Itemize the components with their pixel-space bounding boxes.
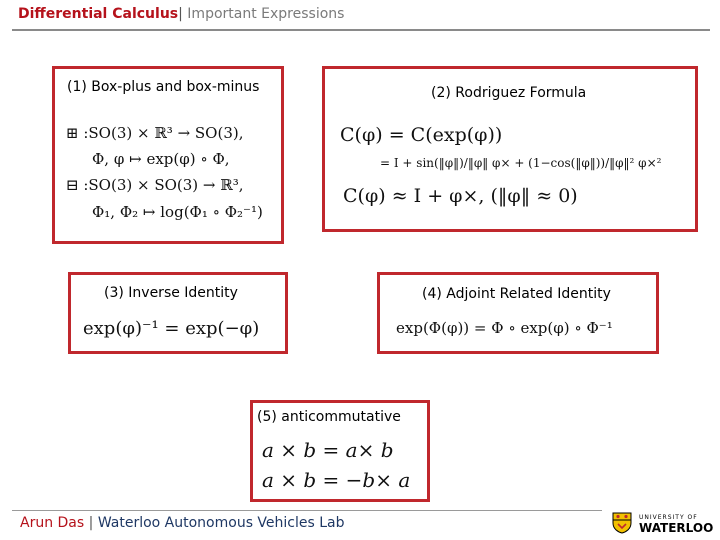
anticommutative-line-1: a × b = a× b (262, 438, 394, 462)
box-minus-line-1: ⊟ :SO(3) × SO(3) → ℝ³, (66, 176, 244, 194)
shield-icon (612, 512, 632, 534)
box-minus-line-2: Φ₁, Φ₂ ↦ log(Φ₁ ∘ Φ₂⁻¹) (92, 203, 263, 221)
rodriguez-caption: (2) Rodriguez Formula (431, 85, 587, 101)
logo-top-text: UNIVERSITY OF (639, 514, 698, 521)
anticommutative-caption: (5) anticommutative (257, 409, 401, 425)
box-plus-line-1: ⊞ :SO(3) × ℝ³ → SO(3), (66, 124, 244, 142)
box-plus-caption: (1) Box-plus and box-minus (67, 79, 260, 95)
rodriguez-line-3: C(φ) ≈ I + φ×, (‖φ‖ ≈ 0) (343, 185, 578, 207)
adjoint-panel (377, 272, 659, 354)
title-subtitle: Important Expressions (187, 6, 345, 22)
rodriguez-line-2: = I + sin(‖φ‖)/‖φ‖ φ× + (1−cos(‖φ‖))/‖φ‖² φ×² (380, 156, 662, 170)
footer-separator: | (88, 515, 94, 531)
footer-lab: Waterloo Autonomous Vehicles Lab (97, 515, 345, 531)
slide-title (18, 6, 344, 22)
footer-divider (12, 510, 602, 511)
adjoint-line-1: exp(Φ(φ)) = Φ ∘ exp(φ) ∘ Φ⁻¹ (396, 319, 613, 337)
footer-author: Arun Das (20, 515, 85, 531)
inverse-caption: (3) Inverse Identity (104, 285, 238, 301)
university-logo (612, 510, 712, 536)
anticommutative-line-2: a × b = −b× a (262, 468, 411, 492)
inverse-line-1: exp(φ)⁻¹ = exp(−φ) (83, 318, 260, 339)
title-separator: | (178, 6, 183, 22)
footer (20, 515, 345, 531)
box-plus-line-2: Φ, φ ↦ exp(φ) ∘ Φ, (92, 150, 230, 168)
title-divider (12, 29, 710, 31)
logo-main-text: WATERLOO (639, 521, 714, 535)
adjoint-caption: (4) Adjoint Related Identity (422, 286, 611, 302)
rodriguez-line-1: C(φ) = C(exp(φ)) (340, 124, 503, 146)
title-main: Differential Calculus (18, 6, 179, 22)
